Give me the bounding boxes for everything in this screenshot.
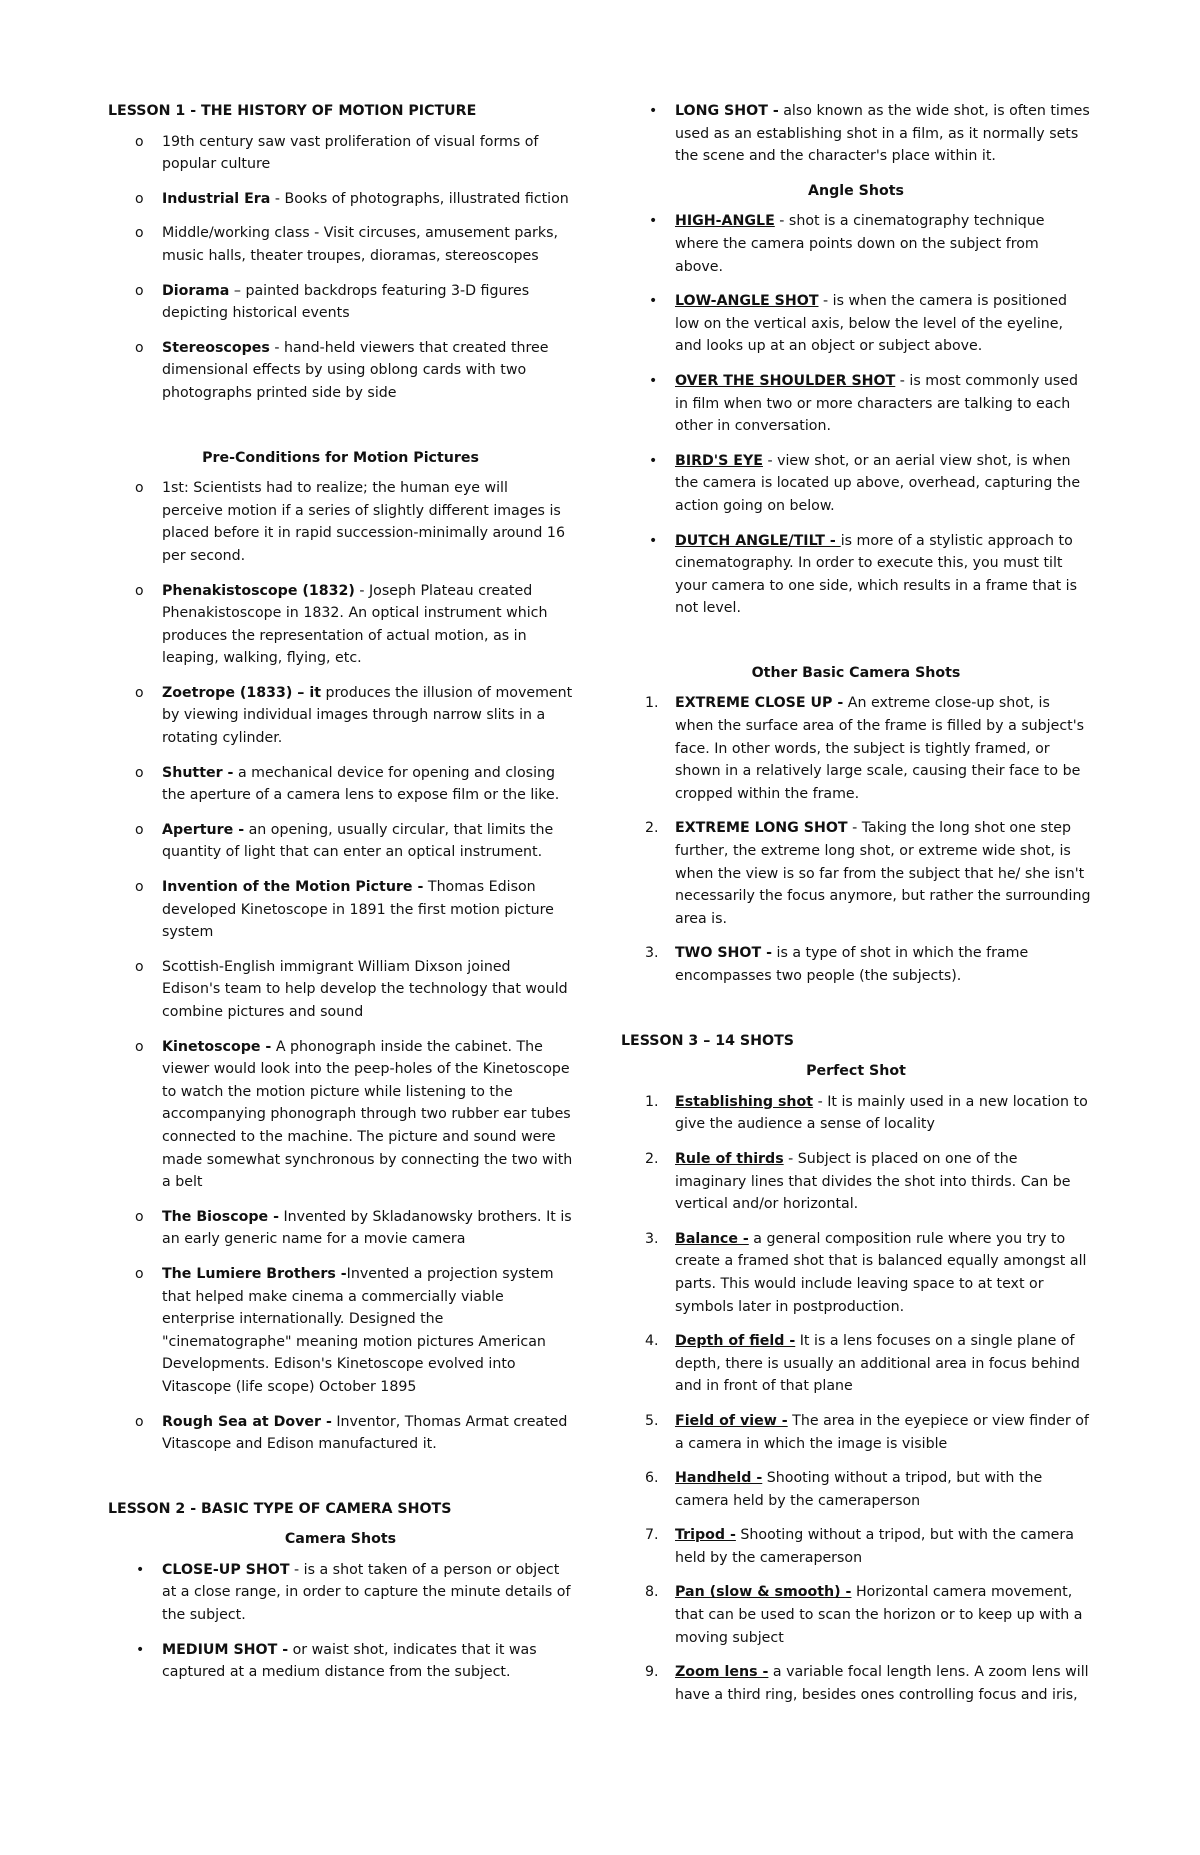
list-item: 1. Establishing shot - It is mainly used in a new location to give the audience a sense of locality	[645, 1093, 1088, 1133]
spacer	[108, 417, 573, 447]
disc-bullet-icon: •	[649, 213, 658, 230]
angle-shots-list	[621, 210, 1091, 620]
circle-bullet-icon: o	[135, 1413, 144, 1430]
circle-bullet-icon: o	[135, 684, 144, 701]
list-item: 2. Rule of thirds - Subject is placed on one of the imaginary lines that divides the shot into thirds. Can be vertical and/or horizontal.	[645, 1150, 1071, 1213]
circle-bullet-icon: o	[135, 1265, 144, 1282]
circle-bullet-icon: o	[135, 480, 144, 497]
list-item: o Diorama – painted backdrops featuring 3-D figures depicting historical events	[108, 280, 573, 325]
camera-shots-heading: Camera Shots	[284, 1531, 397, 1548]
list-item: 5. Field of view - The area in the eyepiece or view finder of a camera in which the image is visible	[645, 1412, 1089, 1452]
list-item: 7. Tripod - Shooting without a tripod, but with the camera held by the cameraperson	[645, 1527, 1074, 1566]
list-item: • OVER THE SHOULDER SHOT - is most commonly used in film when two or more characters are talking to each other in conversation.	[621, 370, 1091, 438]
lesson3-title: LESSON 3 – 14 SHOTS	[621, 1032, 794, 1049]
circle-bullet-icon: o	[135, 582, 144, 599]
lesson1-title: LESSON 1 - THE HISTORY OF MOTION PICTURE	[108, 103, 477, 119]
list-item: 3. Balance - a general composition rule where you try to create a framed shot that is balanced equally amongst all parts. This would include leaving space to at text or symbols later in postproduction.	[645, 1230, 1087, 1315]
list-item: o Aperture - an opening, usually circular, that limits the quantity of light that can enter an optical instrument.	[108, 819, 573, 864]
list-item: o Kinetoscope - A phonograph inside the cabinet. The viewer would look into the peep-holes of the Kinetoscope to watch the motion picture while listening to the accompanying phonograph through two rubber ear tubes connected to the machine. The picture and sound were made somewhat synchronous by connecting the two with a belt	[108, 1036, 573, 1194]
list-item: o Invention of the Motion Picture - Thomas Edison developed Kinetoscope in 1891 the first motion picture system	[108, 876, 573, 944]
list-item: 4. Depth of field - It is a lens focuses on a single plane of depth, there is usually an additional area in focus behind and in front of that plane	[645, 1333, 1080, 1395]
list-item: o Shutter - a mechanical device for opening and closing the aperture of a camera lens to expose film or the like.	[108, 762, 573, 807]
circle-bullet-icon: o	[135, 1208, 144, 1225]
left-column	[108, 100, 573, 1696]
preconditions-heading: Pre-Conditions for Motion Pictures	[202, 449, 479, 466]
list-item: o Stereoscopes - hand-held viewers that created three dimensional effects by using oblong cards with two photographs printed side by side	[108, 337, 573, 405]
list-item: o The Bioscope - Invented by Skladanowsky brothers. It is an early generic name for a movie camera	[108, 1206, 573, 1251]
disc-bullet-icon: •	[649, 452, 658, 469]
spacer	[621, 632, 1091, 662]
preconditions-list	[108, 477, 573, 1456]
list-item: • DUTCH ANGLE/TILT - is more of a stylistic approach to cinematography. In order to execute this, you must tilt your camera to one side, which results in a frame that is not level.	[621, 530, 1091, 620]
circle-bullet-icon: o	[135, 282, 144, 299]
lesson1-list	[108, 131, 573, 405]
disc-bullet-icon: •	[649, 103, 658, 119]
spacer	[108, 1468, 573, 1498]
list-item: • BIRD'S EYE - view shot, or an aerial view shot, is when the camera is located up above, overhead, capturing the action going on below.	[621, 450, 1091, 518]
disc-bullet-icon: •	[136, 1561, 145, 1578]
list-item: 2. EXTREME LONG SHOT - Taking the long shot one step further, the extreme long shot, or extreme wide shot, is when the view is so far from the subject that he/ she isn't necessarily the focus anymore, but rather the surrounding area is.	[645, 820, 1091, 927]
list-item: • HIGH-ANGLE - shot is a cinematography technique where the camera points down on the subject from above.	[621, 210, 1091, 278]
list-item: • LONG SHOT - also known as the wide shot, is often times used as an establishing shot in a film, as it normally sets the scene and the character's place within it.	[621, 100, 1091, 168]
list-item: • MEDIUM SHOT - or waist shot, indicates that it was captured at a medium distance from the subject.	[108, 1639, 573, 1684]
circle-bullet-icon: o	[135, 339, 144, 356]
list-item: o 1st: Scientists had to realize; the human eye will perceive motion if a series of slightly different images is placed before it in rapid succession-minimally around 16 per second.	[108, 477, 573, 567]
list-item: 1. EXTREME CLOSE UP - An extreme close-up shot, is when the surface area of the frame is filled by a subject's face. In other words, the subject is tightly framed, or shown in a relatively large scale, causing their face to be cropped within the frame.	[645, 695, 1085, 802]
list-item: 9. Zoom lens - a variable focal length lens. A zoom lens will have a third ring, besides ones controlling focus and iris,	[645, 1664, 1089, 1703]
angle-shots-heading: Angle Shots	[808, 182, 904, 199]
other-shots-heading: Other Basic Camera Shots	[751, 664, 961, 681]
spacer	[621, 1000, 1091, 1030]
circle-bullet-icon: o	[135, 1038, 144, 1055]
circle-bullet-icon: o	[135, 821, 144, 838]
list-item: o Rough Sea at Dover - Inventor, Thomas Armat created Vitascope and Edison manufactured it.	[108, 1411, 573, 1456]
list-item: • LOW-ANGLE SHOT - is when the camera is positioned low on the vertical axis, below the level of the eyeline, and looks up at an object or subject above.	[621, 290, 1091, 358]
list-item: o Scottish-English immigrant William Dixson joined Edison's team to help develop the technology that would combine pictures and sound	[108, 956, 573, 1024]
circle-bullet-icon: o	[135, 225, 144, 242]
camera-shots-list	[108, 1559, 573, 1684]
circle-bullet-icon: o	[135, 879, 144, 896]
circle-bullet-icon: o	[135, 133, 144, 150]
list-item: 8. Pan (slow & smooth) - Horizontal camera movement, that can be used to scan the horizon or to keep up with a moving subject	[645, 1584, 1083, 1646]
list-item: • CLOSE-UP SHOT - is a shot taken of a person or object at a close range, in order to capture the minute details of the subject.	[108, 1559, 573, 1627]
list-item: o The Lumiere Brothers -Invented a projection system that helped make cinema a commercially viable enterprise internationally. Designed the "cinematographe" meaning motion pictures American Developments. Edison's Kinetoscope evolved into Vitascope (life scope) October 1895	[108, 1263, 573, 1399]
circle-bullet-icon: o	[135, 764, 144, 781]
list-item: 6. Handheld - Shooting without a tripod, but with the camera held by the cameraperson	[645, 1470, 1043, 1509]
list-item: 3. TWO SHOT - is a type of shot in which the frame encompasses two people (the subjects).	[645, 945, 1029, 984]
perfect-shot-list	[621, 1091, 1091, 1707]
list-item: o Phenakistoscope (1832) - Joseph Plateau created Phenakistoscope in 1832. An optical instrument which produces the representation of actual motion, as in leaping, walking, flying, etc.	[108, 580, 573, 670]
perfect-shot-heading: Perfect Shot	[806, 1063, 906, 1080]
disc-bullet-icon: •	[649, 372, 658, 389]
camera-shots-list-continued	[621, 100, 1091, 168]
circle-bullet-icon: o	[135, 190, 144, 207]
disc-bullet-icon: •	[136, 1641, 145, 1658]
disc-bullet-icon: •	[649, 293, 658, 310]
right-column	[621, 100, 1091, 1718]
list-item: o 19th century saw vast proliferation of visual forms of popular culture	[108, 131, 573, 176]
lesson2-title: LESSON 2 - BASIC TYPE OF CAMERA SHOTS	[108, 1500, 452, 1517]
other-shots-list	[621, 692, 1091, 987]
disc-bullet-icon: •	[649, 532, 658, 549]
circle-bullet-icon: o	[135, 958, 144, 975]
list-item: o Middle/working class - Visit circuses, amusement parks, music halls, theater troupes, dioramas, stereoscopes	[108, 222, 573, 267]
list-item: o Zoetrope (1833) – it produces the illusion of movement by viewing individual images through narrow slits in a rotating cylinder.	[108, 682, 573, 750]
list-item: o Industrial Era - Books of photographs, illustrated fiction	[108, 188, 573, 211]
